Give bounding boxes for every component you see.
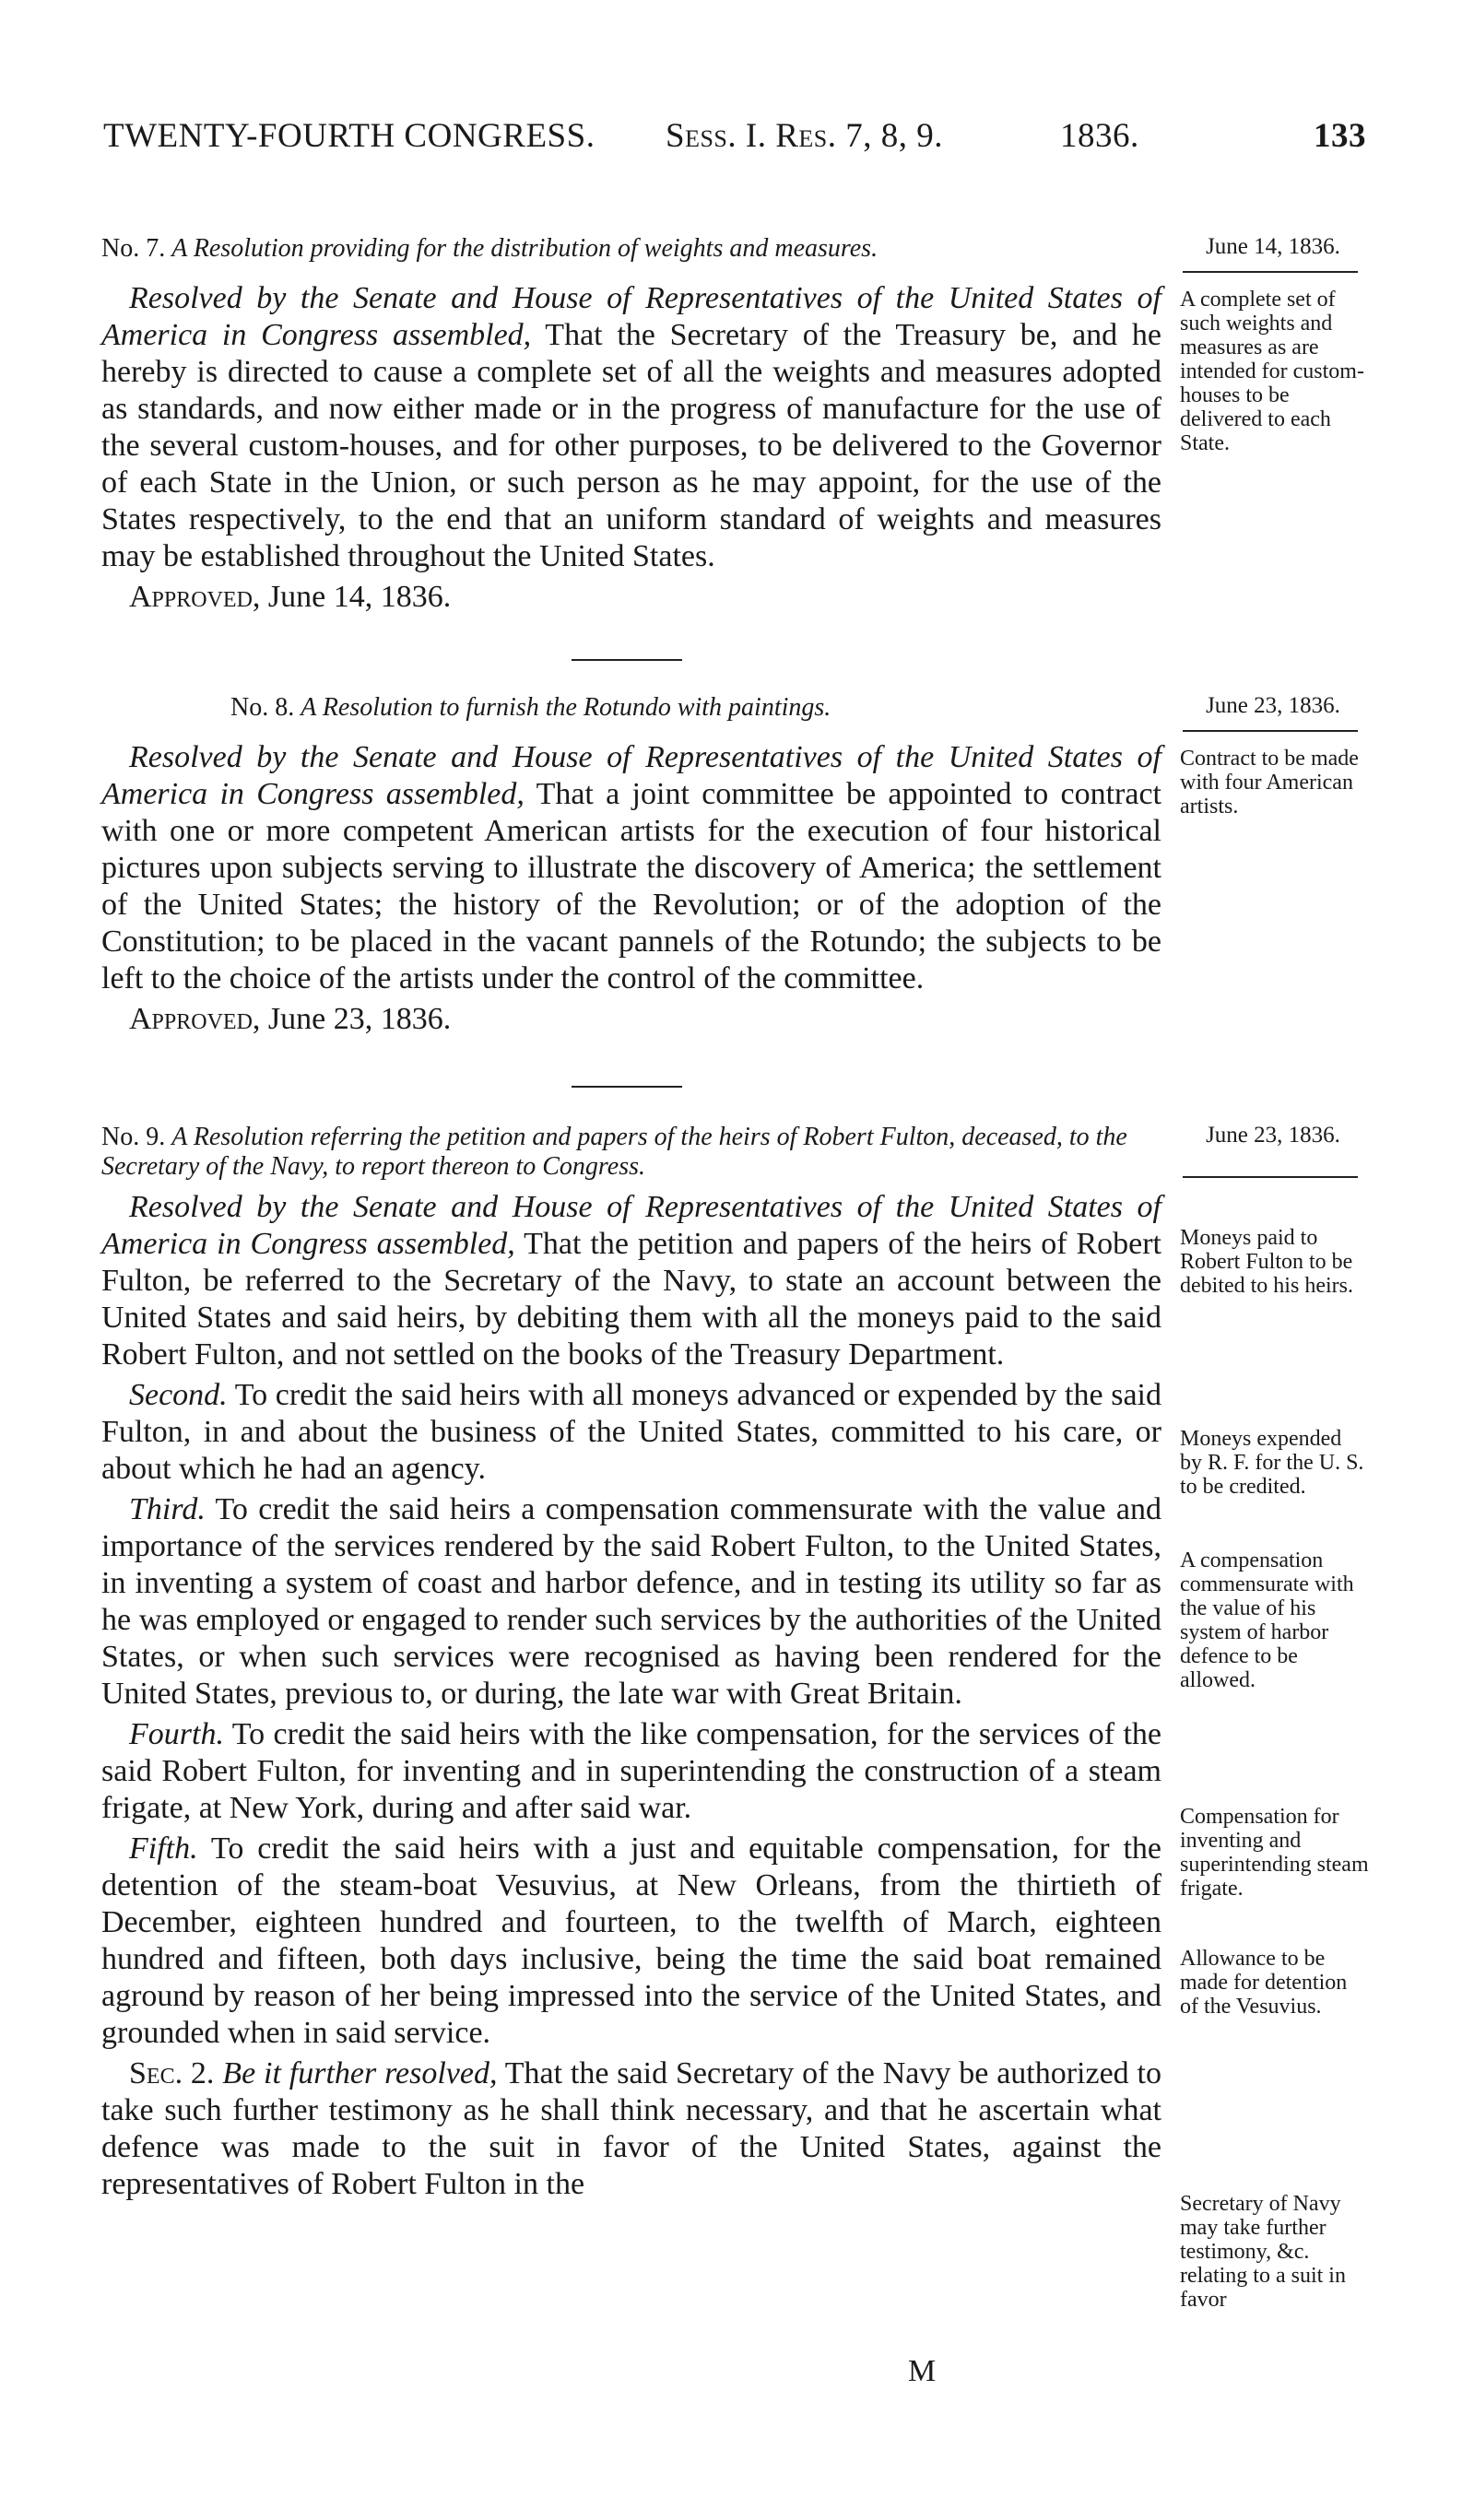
- margin-note: A complete set of such weights and measures as are intended for custom-houses to be delivered to each State.: [1180, 288, 1364, 455]
- resolution-number: No. 8.: [230, 693, 295, 722]
- approved-label: Approved,: [129, 580, 261, 614]
- year: 1836.: [1060, 117, 1139, 155]
- enacting-clause: Resolved by the Senate and House of Representatives of the United States of America in Congress assembled,: [101, 740, 1161, 811]
- approval-line: [129, 579, 1161, 616]
- section-2: [101, 2055, 1161, 2203]
- resolution-paragraph: [101, 1189, 1161, 1373]
- resolution-7-body: [101, 280, 1161, 616]
- clause-text: To credit the said heirs a compensation commensurate with the value and importance of the services rendered by the said Robert Fulton, to the United States, in inventing a system of coast and harbor defence, and in testing its utility so far as he was employed or engaged to render such services by the authorities of the United States, or when such services were recognised as having been rendered for the United States, previous to, or during, the late war with Great Britain.: [101, 1492, 1161, 1711]
- clause-text: To credit the said heirs with the like compensation, for the services of the said Robert Fulton, for inventing and in superintending the construction of a steam frigate, at New York, during and after said war.: [101, 1717, 1162, 1825]
- resolution-8-body: [101, 739, 1161, 1038]
- margin-note: Secretary of Navy may take further testimony, &c. relating to a suit in favor: [1180, 2192, 1346, 2312]
- clause-lead: Third.: [129, 1492, 206, 1526]
- resolution-7-heading: [101, 234, 1161, 264]
- section-text: That the said Secretary of the Navy be authorized to take such further testimony as he shall think necessary, and that he ascertain what defence was made to the suit in favor of the United States, against the representatives of Robert Fulton in the: [101, 2056, 1161, 2201]
- page-number: 133: [1314, 117, 1366, 155]
- clause-lead: Second.: [129, 1378, 228, 1412]
- running-head: [103, 116, 1366, 162]
- resolution-text: That the petition and papers of the heirs of Robert Fulton, be referred to the Secretary of the Navy, to state an account between the United States and said heirs, by debiting them with all the moneys paid to the said Robert Fulton, and not settled on the books of the Treasury Department.: [101, 1227, 1162, 1372]
- approved-label: Approved,: [129, 1002, 261, 1036]
- enacting-clause: Resolved by the Senate and House of Representatives of the United States of America in Congress assembled,: [101, 281, 1161, 352]
- enacting-clause: Resolved by the Senate and House of Representatives of the United States of America in Congress assembled,: [101, 1190, 1161, 1261]
- approved-date: June 14, 1836.: [267, 580, 452, 614]
- approval-line: [129, 1001, 1161, 1038]
- clause-third: [101, 1491, 1161, 1713]
- resolution-text: That the Secretary of the Treasury be, and he hereby is directed to cause a complete set of all the weights and measures adopted as standards, and now either made or in the progress of manufacture for the use of the several custom-houses, and for other purposes, to be delivered to the Governor of each State in the Union, or such person as he may appoint, for the use of the States respectively, to the end that an uniform standard of weights and measures may be established throughout the United States.: [101, 318, 1161, 573]
- resolution-text: That a joint committee be appointed to contract with one or more competent American artists for the execution of four historical pictures upon subjects serving to illustrate the discovery of America; the settlement of the United States; the history of the Revolution; or of the adoption of the Constitution; to be placed in the vacant pannels of the Rotundo; the subjects to be left to the choice of the artists under the control of the committee.: [101, 777, 1161, 995]
- margin-rule: [1183, 730, 1358, 732]
- clause-second: [101, 1377, 1161, 1488]
- resolution-title: A Resolution providing for the distribution of weights and measures.: [171, 234, 878, 263]
- resolution-number: No. 9.: [101, 1123, 166, 1151]
- clause-fifth: [101, 1831, 1161, 2052]
- clause-text: To credit the said heirs with a just and equitable compensation, for the detention of the steam-boat Vesuvius, at New Orleans, from the thirtieth of December, eighteen hundred and fourteen, to the twelfth of March, eighteen hundred and fifteen, both days inclusive, being the time the said boat remained aground by reason of her being impressed into the service of the United States, and grounded when in said service.: [101, 1831, 1162, 2050]
- margin-note: Moneys paid to Robert Fulton to be debited to his heirs.: [1180, 1226, 1353, 1298]
- margin-note: Allowance to be made for detention of the Vesuvius.: [1180, 1947, 1348, 2019]
- margin-rule: [1183, 1176, 1358, 1178]
- resolution-paragraph: [101, 739, 1161, 997]
- resolution-title: A Resolution referring the petition and papers of the heirs of Robert Fulton, deceased, to the Secretary of the Navy, to report thereon to Congress.: [101, 1123, 1127, 1181]
- resolution-title: A Resolution to furnish the Rotundo with paintings.: [301, 693, 831, 722]
- section-divider: [572, 659, 682, 661]
- section-divider: [572, 1086, 682, 1088]
- section-label: Sec. 2.: [129, 2056, 215, 2090]
- signature-mark: M: [908, 2354, 937, 2388]
- resolution-8-date: June 23, 1836.: [1206, 693, 1340, 718]
- resolution-7-date: June 14, 1836.: [1206, 234, 1340, 259]
- clause-fourth: [101, 1716, 1161, 1827]
- margin-note: Compensation for inventing and superintending steam frigate.: [1180, 1805, 1369, 1901]
- clause-text: To credit the said heirs with all moneys advanced or expended by the said Fulton, in and about the business of the United States, committed to his care, or about which he had an agency.: [101, 1378, 1162, 1486]
- resolution-9-body: [101, 1189, 1161, 2207]
- resolution-8-heading: [101, 693, 1291, 723]
- margin-note: Moneys expended by R. F. for the U. S. to be credited.: [1180, 1427, 1364, 1499]
- margin-note: Contract to be made with four American artists.: [1180, 747, 1359, 818]
- margin-note: A compensation commensurate with the value of his system of harbor defence to be allowed.: [1180, 1549, 1354, 1692]
- resolution-9-heading: [101, 1123, 1161, 1182]
- congress-title: TWENTY-FOURTH CONGRESS.: [103, 117, 595, 155]
- margin-rule: [1183, 271, 1358, 273]
- clause-lead: Fifth.: [129, 1831, 198, 1866]
- resolution-number: No. 7.: [101, 234, 166, 263]
- approved-date: June 23, 1836.: [267, 1002, 452, 1036]
- resolution-9-date: June 23, 1836.: [1206, 1123, 1340, 1148]
- section-lead: Be it further resolved,: [222, 2056, 498, 2090]
- resolution-paragraph: [101, 280, 1161, 575]
- clause-lead: Fourth.: [129, 1717, 224, 1751]
- session-reference: Sess. I. Res. 7, 8, 9.: [666, 117, 943, 155]
